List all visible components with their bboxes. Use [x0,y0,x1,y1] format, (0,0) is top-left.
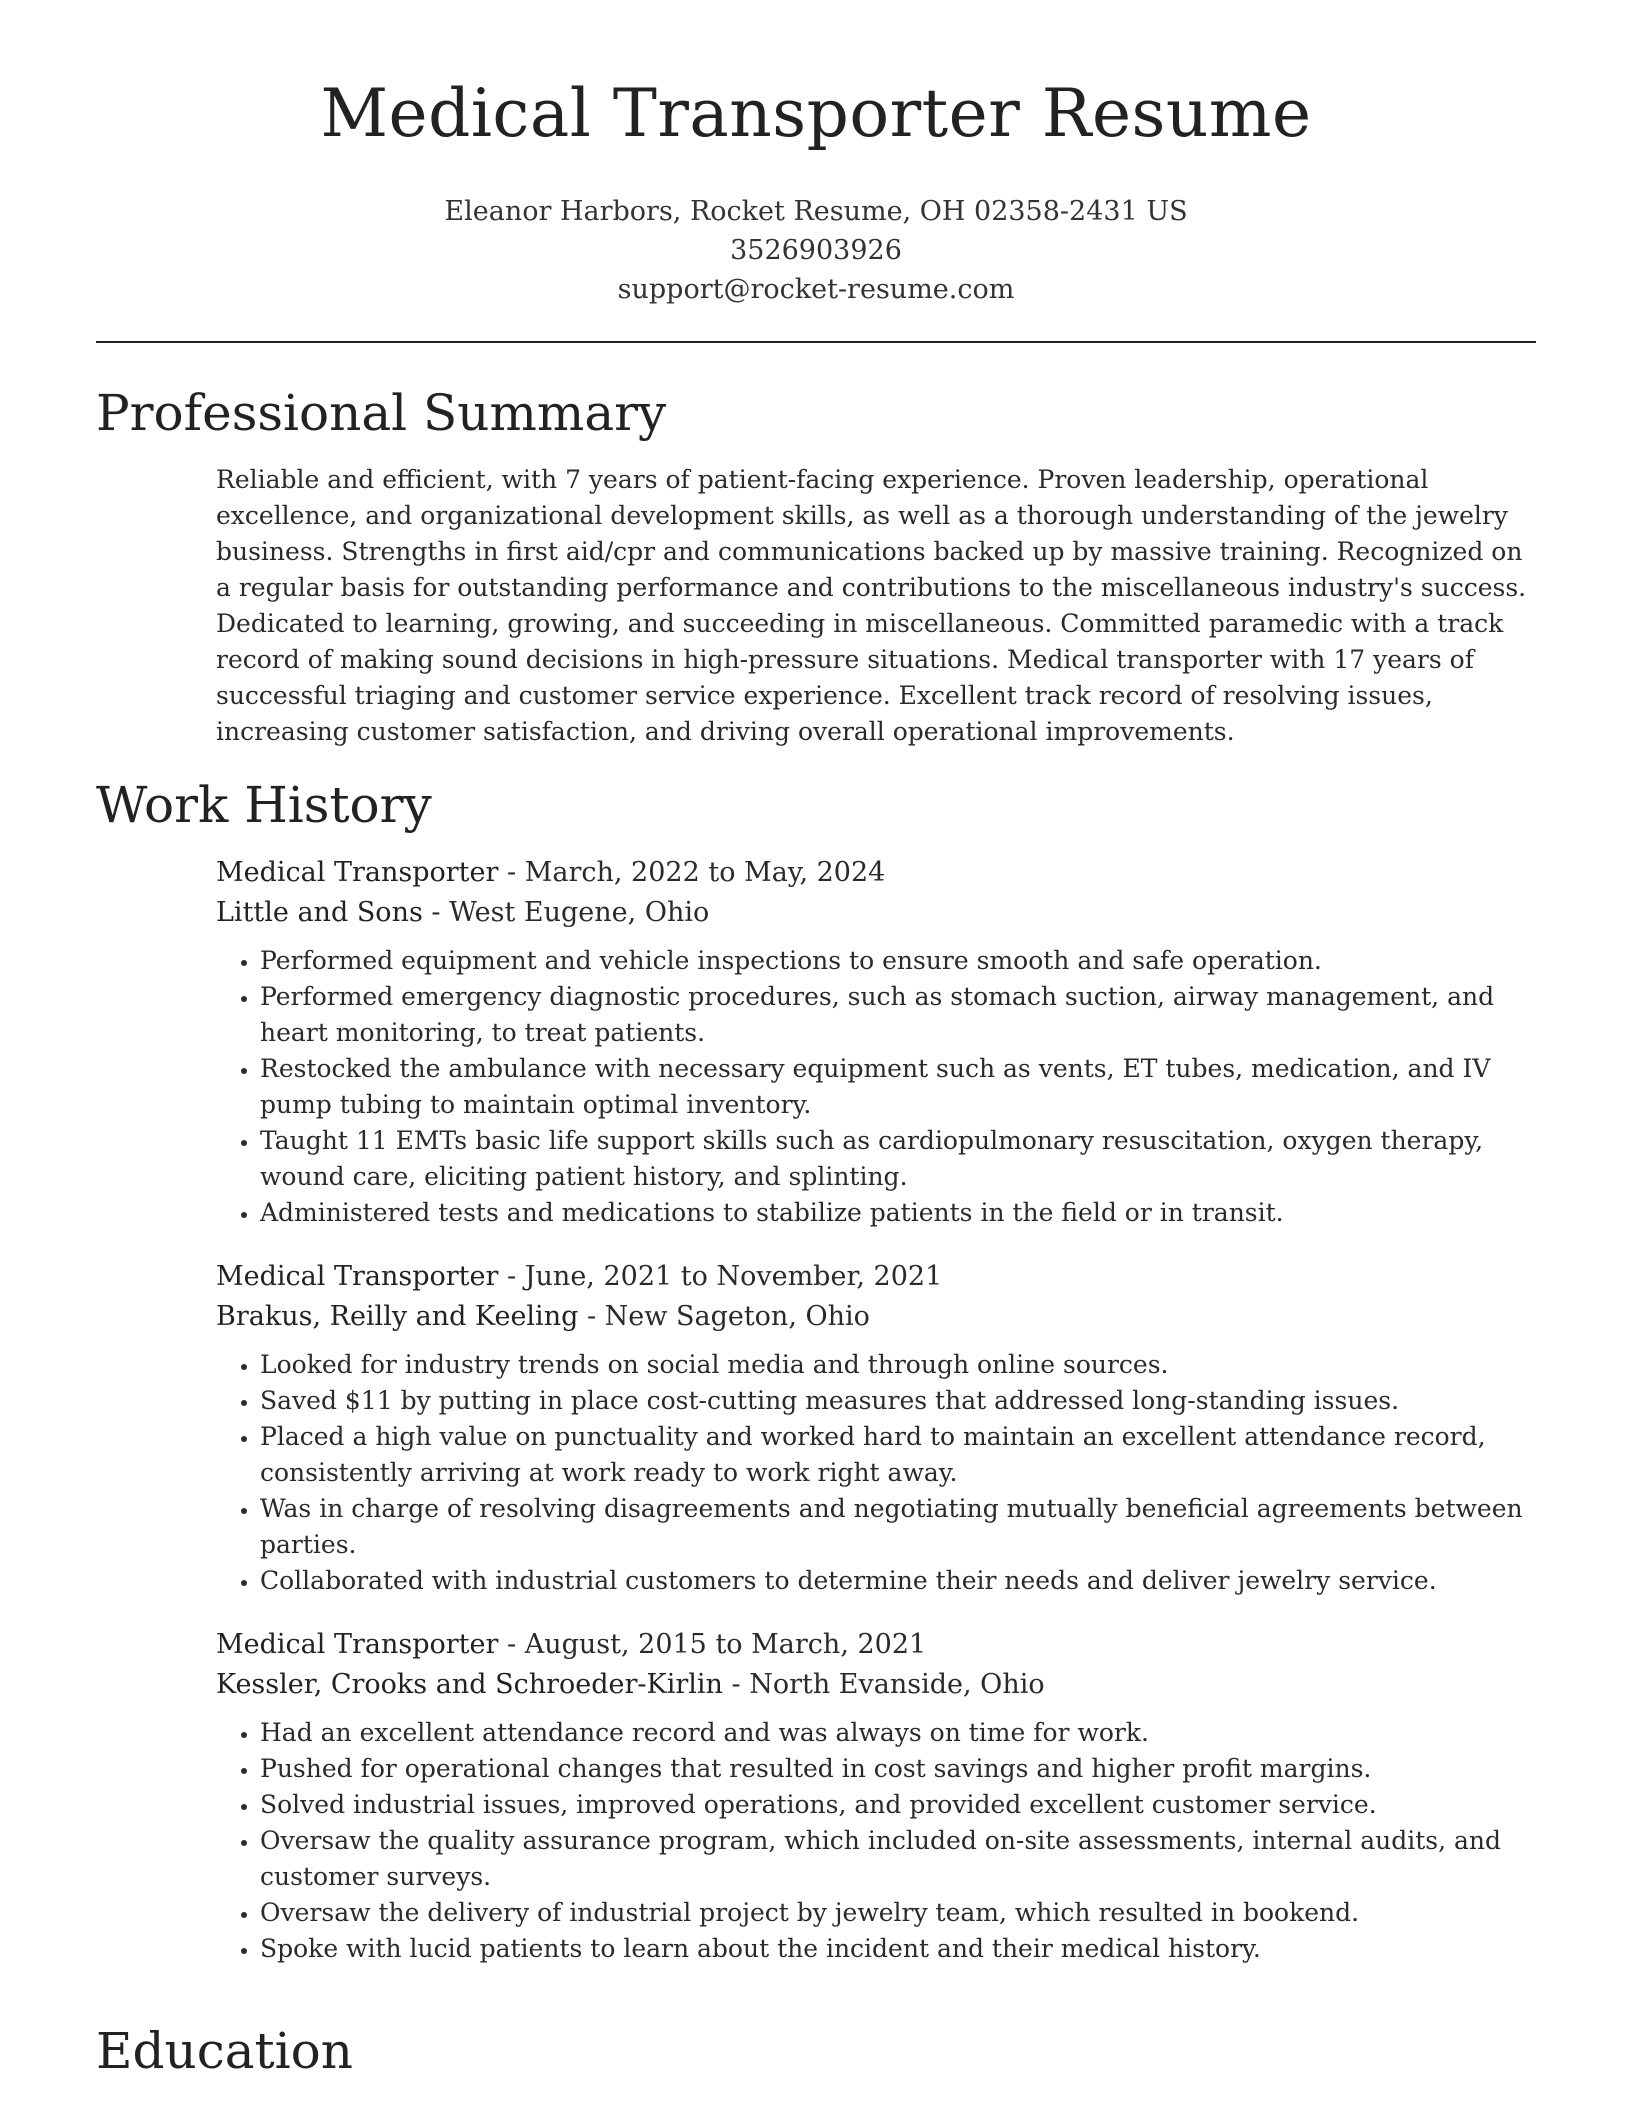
job-bullet: • Oversaw the delivery of industrial project by jewelry team, which resulted in bookend. [260,1895,1536,1931]
contact-phone: 3526903926 [730,235,902,266]
job-company-line [216,1665,1536,1705]
summary-section [216,462,1536,750]
job-separator: - [498,1629,525,1660]
job-bullets [216,1347,1536,1599]
job-location: West Eugene, Ohio [449,897,710,928]
job-bullet: • Was in charge of resolving disagreements and negotiating mutually beneficial agreements between parties. [260,1491,1536,1563]
job-company-line [216,893,1536,933]
job-bullet: • Spoke with lucid patients to learn about the incident and their medical history. [260,1931,1536,1967]
job-bullet: • Restocked the ambulance with necessary equipment such as vents, ET tubes, medication, and IV pump tubing to maintain optimal inventory. [260,1051,1536,1123]
resume-title: Medical Transporter Resume [320,75,1312,152]
job-bullet: • Performed equipment and vehicle inspections to ensure smooth and safe operation. [260,943,1536,979]
job-end-date: November, 2021 [716,1261,943,1292]
job-bullet: • Pushed for operational changes that resulted in cost savings and higher profit margins. [260,1751,1536,1787]
job-company-line [216,1297,1536,1337]
job-entry [216,1257,1536,1599]
job-entry [216,853,1536,1231]
job-start-date: March, 2022 [524,857,700,888]
summary-heading: Professional Summary [96,384,667,442]
job-bullet: • Placed a high value on punctuality and worked hard to maintain an excellent attendance record, consistently arriving at work ready to work right away. [260,1419,1536,1491]
job-date-connector: to [699,857,745,888]
job-separator: - [498,857,525,888]
work-history-list [216,853,1536,1993]
header-divider [96,341,1536,343]
job-company: Brakus, Reilly and Keeling [216,1301,579,1332]
job-entry [216,1625,1536,1967]
job-bullet: • Had an excellent attendance record and was always on time for work. [260,1715,1536,1751]
job-bullet: • Oversaw the quality assurance program, which included on-site assessments, internal audits, and customer surveys. [260,1823,1536,1895]
job-location: North Evanside, Ohio [749,1669,1045,1700]
job-separator: - [722,1669,750,1700]
job-title-line [216,1625,1536,1665]
job-title: Medical Transporter [216,857,499,888]
job-title-line [216,853,1536,893]
job-company: Little and Sons [216,897,423,928]
job-bullet: • Solved industrial issues, improved operations, and provided excellent customer service. [260,1787,1536,1823]
contact-block [0,192,1632,309]
job-bullet: • Collaborated with industrial customers to determine their needs and deliver jewelry service. [260,1563,1536,1599]
job-title: Medical Transporter [216,1261,499,1292]
job-separator: - [498,1261,525,1292]
job-end-date: March, 2021 [751,1629,927,1660]
job-start-date: August, 2015 [524,1629,707,1660]
job-bullets [216,943,1536,1231]
summary-text: Reliable and efficient, with 7 years of patient-facing experience. Proven leadership, operational excellence, and organizational development skills, as well as a thorough understanding of the jewelry business. Strengths in first aid/cpr and communications backed up by massive training. Recognized on a regular basis for outstanding performance and contributions to the miscellaneous industry's success. Dedicated to learning, growing, and succeeding in miscellaneous. Committed paramedic with a track record of making sound decisions in high-pressure situations. Medical transporter with 17 years of successful triaging and customer service experience. Excellent track record of resolving issues, increasing customer satisfaction, and driving overall operational improvements. [216,465,1527,746]
job-start-date: June, 2021 [524,1261,673,1292]
job-title: Medical Transporter [216,1629,499,1660]
job-bullet: • Performed emergency diagnostic procedures, such as stomach suction, airway management, and heart monitoring, to treat patients. [260,979,1536,1051]
job-location: New Sageton, Ohio [604,1301,870,1332]
contact-email: support@rocket-resume.com [617,274,1015,305]
job-bullet: • Taught 11 EMTs basic life support skills such as cardiopulmonary resuscitation, oxygen therapy, wound care, eliciting patient history, and splinting. [260,1123,1536,1195]
job-date-connector: to [672,1261,717,1292]
job-separator: - [578,1301,605,1332]
job-bullets [216,1715,1536,1967]
contact-address: Eleanor Harbors, Rocket Resume, OH 02358-2431 US [444,196,1188,227]
work-history-heading: Work History [96,776,432,834]
job-end-date: May, 2024 [744,857,886,888]
job-bullet: • Saved $11 by putting in place cost-cutting measures that addressed long-standing issues. [260,1383,1536,1419]
education-heading: Education [96,2022,353,2080]
job-title-line [216,1257,1536,1297]
job-date-connector: to [706,1629,752,1660]
job-company: Kessler, Crooks and Schroeder-Kirlin [216,1669,723,1700]
job-separator: - [422,897,450,928]
job-bullet: • Looked for industry trends on social media and through online sources. [260,1347,1536,1383]
job-bullet: • Administered tests and medications to stabilize patients in the field or in transit. [260,1195,1536,1231]
